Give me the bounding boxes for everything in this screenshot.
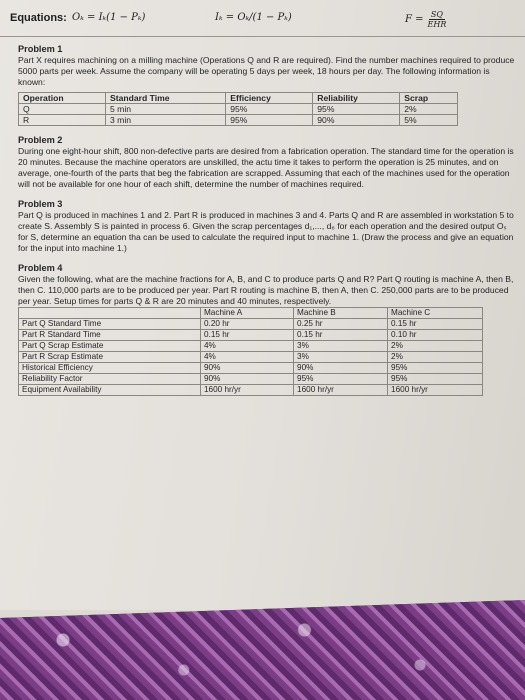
problem-4-section: [18, 263, 518, 396]
table-cell: 95%: [388, 374, 483, 385]
table-row: [19, 363, 483, 374]
problem-4-text: Given the following, what are the machine fractions for A, B, and C to produce parts Q and R? Part Q routing is machine A, then B, then C. 110,000 parts are to be produced per year. Part R routing is machine B, then A, then C. 250,000 parts are to be produced per year. Setup times for parts Q & R are 20 minutes and 40 minutes, respectively.: [18, 274, 514, 306]
table-row: [19, 330, 483, 341]
table-cell: Part Q Scrap Estimate: [19, 341, 201, 352]
problem-1-table: [18, 92, 458, 126]
table-header-cell: Scrap: [400, 93, 458, 104]
table-cell: R: [19, 115, 106, 126]
problem-1-section: [18, 44, 518, 126]
problem-2-title: Problem 2: [18, 135, 63, 145]
table-cell: 0.15 hr: [388, 319, 483, 330]
equations-header: [10, 10, 515, 38]
table-cell: 90%: [294, 363, 388, 374]
table-row: [19, 104, 458, 115]
table-header-cell: Machine C: [388, 308, 483, 319]
table-cell: 1600 hr/yr: [294, 385, 388, 396]
table-cell: 3 min: [106, 115, 226, 126]
problem-3-text: Part Q is produced in machines 1 and 2. Part R is produced in machines 3 and 4. Parts Q and R are assembled in workstation 5 to create S. Assembly S is painted in process 6. Given the scrap percentages d₁,..., d₆ for each operation and the desired output Oₛ for S, determine an equation tha can be used to calculate the required input to machine 1. (Draw the process and give an equation for the input into machine 1.): [18, 210, 514, 253]
table-row: [19, 374, 483, 385]
table-header-row: [19, 93, 458, 104]
problem-2-text: During one eight-hour shift, 800 non-defective parts are desired from a fabrication operation. The standard time for the operation is 20 minutes. Because the machine operators are unskilled, the actu time it takes to perform the operation is 25 minutes, and on average, one-fourth of the parts that beg the fabrication are scrapped. Assuming that each of the machines used for the operation will not be available for one hour of each shift, determine the number of machines required.: [18, 146, 514, 189]
table-cell: 5%: [400, 115, 458, 126]
table-cell: Part R Scrap Estimate: [19, 352, 201, 363]
table-header-cell: Operation: [19, 93, 106, 104]
problem-4-table: [18, 307, 483, 396]
table-cell: 0.25 hr: [294, 319, 388, 330]
table-cell: 95%: [388, 363, 483, 374]
table-cell: 1600 hr/yr: [200, 385, 293, 396]
table-cell: 0.15 hr: [200, 330, 293, 341]
table-header-cell: Reliability: [313, 93, 400, 104]
problem-4-title: Problem 4: [18, 263, 63, 273]
table-header-cell: Efficiency: [226, 93, 313, 104]
table-cell: 90%: [200, 363, 293, 374]
table-row: [19, 352, 483, 363]
table-cell: 3%: [294, 352, 388, 363]
table-cell: Part Q Standard Time: [19, 319, 201, 330]
problem-3-title: Problem 3: [18, 199, 63, 209]
table-cell: 1600 hr/yr: [388, 385, 483, 396]
table-header-row: [19, 308, 483, 319]
problem-3-section: [18, 199, 518, 254]
table-cell: 2%: [388, 341, 483, 352]
input-equation: Iₖ = Oₖ/(1 − Pₖ): [215, 12, 292, 23]
table-row: [19, 341, 483, 352]
table-cell: 2%: [388, 352, 483, 363]
table-cell: Q: [19, 104, 106, 115]
machine-fraction-lhs: F =: [405, 14, 424, 25]
machine-fraction-frac: [428, 10, 447, 29]
table-cell: 95%: [294, 374, 388, 385]
table-header-cell: Machine A: [200, 308, 293, 319]
table-row: [19, 319, 483, 330]
output-equation: Oₖ = Iₖ(1 − Pₖ): [72, 12, 146, 23]
machine-fraction-denominator: EHR: [427, 20, 447, 29]
problem-1-text: Part X requires machining on a milling machine (Operations Q and R are required). Find the number machines required to produce 5000 parts per week. Assume the company will be operating 5 days per week, 18 hours per day. The following information is known:: [18, 55, 515, 87]
table-cell: Equipment Availability: [19, 385, 201, 396]
table-cell: 3%: [294, 341, 388, 352]
table-cell: 0.15 hr: [294, 330, 388, 341]
table-cell: 95%: [226, 115, 313, 126]
problem-1-title: Problem 1: [18, 44, 63, 54]
machine-fraction-equation: [405, 10, 446, 29]
table-cell: 5 min: [106, 104, 226, 115]
table-cell: 90%: [313, 115, 400, 126]
problems-content: [18, 44, 518, 405]
table-cell: 90%: [200, 374, 293, 385]
table-cell: 0.20 hr: [200, 319, 293, 330]
table-row: [19, 385, 483, 396]
carpet-background: [0, 600, 525, 700]
table-cell: 95%: [226, 104, 313, 115]
problem-2-section: [18, 135, 518, 190]
equations-label: Equations:: [10, 12, 67, 24]
header-divider: [0, 36, 525, 37]
machine-fraction-numerator: SQ: [430, 10, 443, 19]
table-cell: 4%: [200, 352, 293, 363]
table-cell: Reliability Factor: [19, 374, 201, 385]
table-header-cell: Standard Time: [106, 93, 226, 104]
table-header-cell: [19, 308, 201, 319]
table-cell: Historical Efficiency: [19, 363, 201, 374]
table-cell: 2%: [400, 104, 458, 115]
table-header-cell: Machine B: [294, 308, 388, 319]
table-cell: 95%: [313, 104, 400, 115]
table-cell: Part R Standard Time: [19, 330, 201, 341]
table-cell: 4%: [200, 341, 293, 352]
table-cell: 0.10 hr: [388, 330, 483, 341]
table-row: [19, 115, 458, 126]
